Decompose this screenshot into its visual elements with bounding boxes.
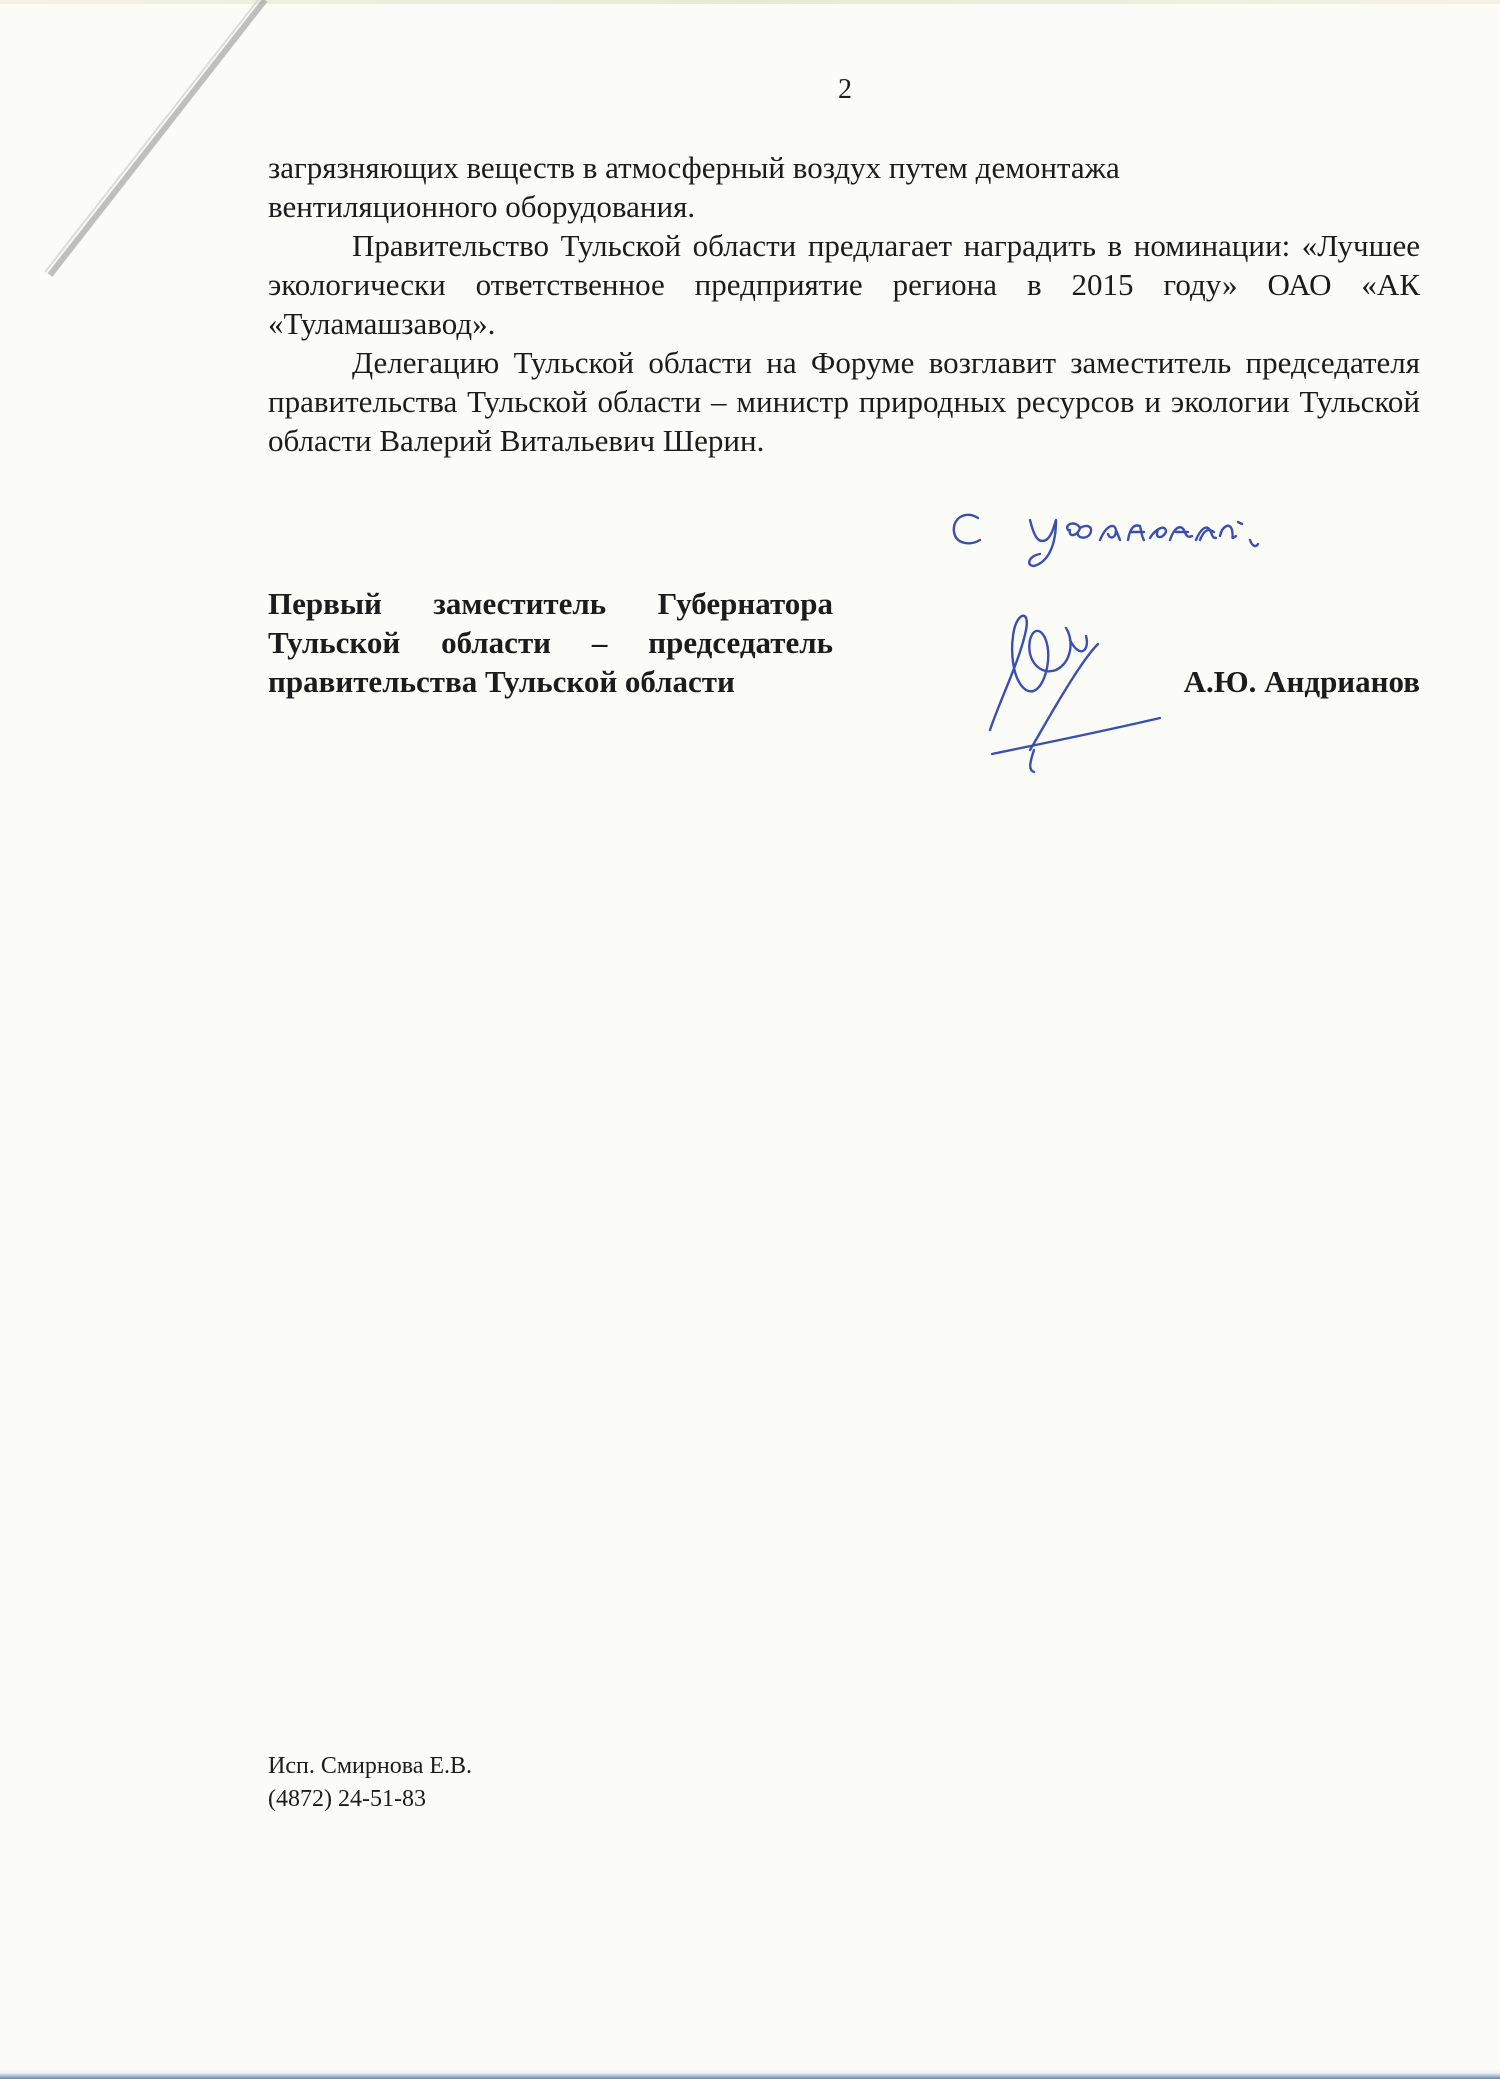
signer-title-line-1: Первый заместитель Губернатора <box>268 586 833 621</box>
handwritten-greeting-mark <box>954 515 980 543</box>
paragraph-3: Делегацию Тульской области на Форуме возглавит заместитель председателя правительства Тульской области – министр природных ресурсов и экологии Тульской области Валерий Витальевич Шерин. <box>268 345 1420 458</box>
handwritten-note-and-signature <box>930 500 1400 780</box>
letter-body <box>268 148 1420 460</box>
signer-name: А.Ю. Андрианов <box>1183 664 1420 699</box>
paragraph-1-line-2: вентиляционного оборудования. <box>268 189 696 224</box>
paragraph-1-line-1: загрязняющих веществ в атмосферный воздух путем демонтажа <box>268 150 1120 185</box>
paragraph-2: Правительство Тульской области предлагает наградить в номинации: «Лучшее экологически ответственное предприятие региона в 2015 году» ОАО «АК «Туламашзавод». <box>268 228 1420 341</box>
signer-title-line-3: правительства Тульской области <box>268 664 735 699</box>
executor-phone: (4872) 24-51-83 <box>268 1786 426 1812</box>
contact-info <box>268 1750 472 1816</box>
signer-title <box>268 584 833 701</box>
scan-bottom-edge <box>0 2069 1500 2079</box>
executor-name: Исп. Смирнова Е.В. <box>268 1753 473 1779</box>
page-number: 2 <box>838 74 852 105</box>
scan-fold-mark <box>0 0 300 300</box>
signature-mark <box>990 616 1071 730</box>
signer-title-line-2: Тульской области – председатель <box>268 625 833 660</box>
